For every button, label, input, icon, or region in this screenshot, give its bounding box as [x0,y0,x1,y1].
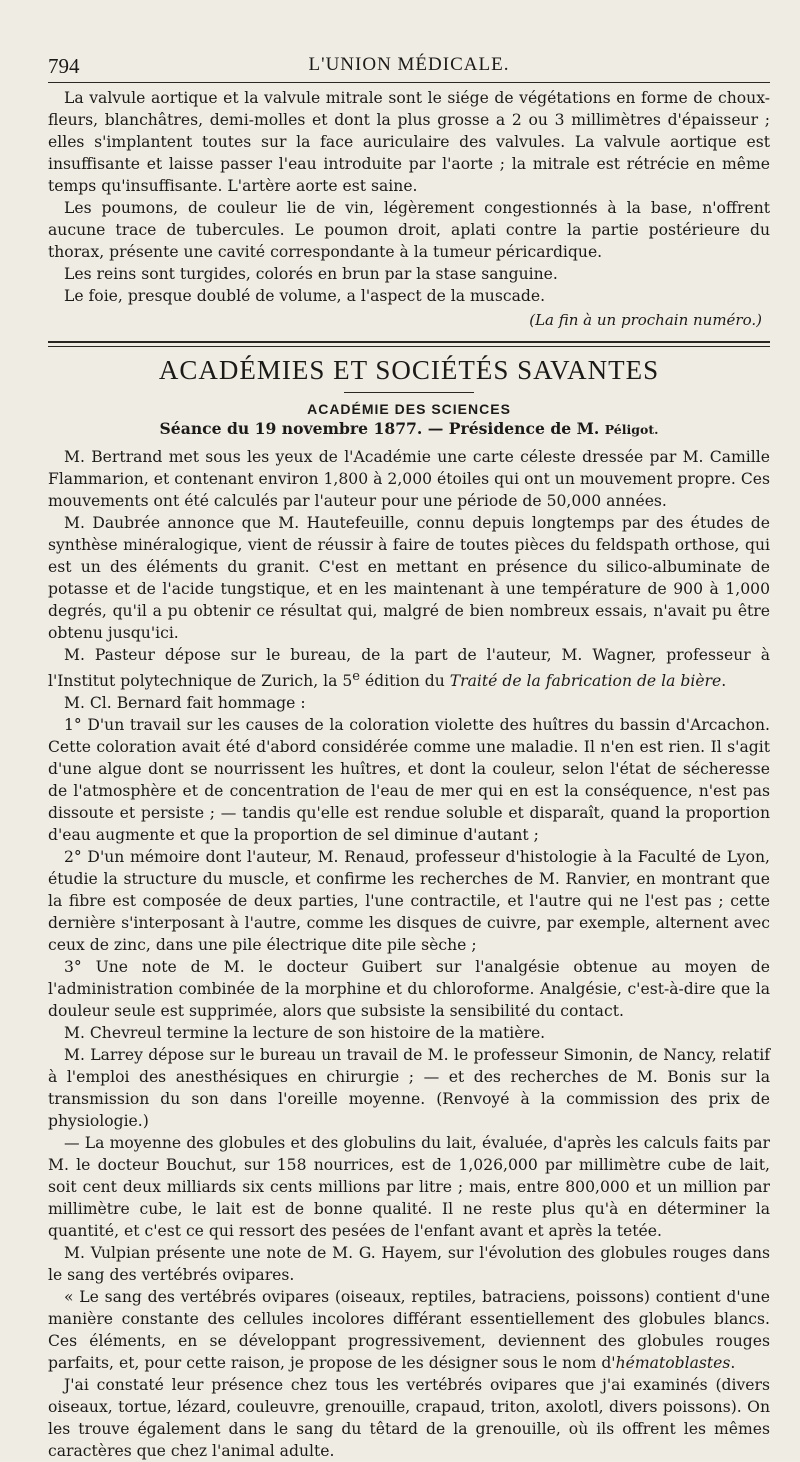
paragraph: — La moyenne des globules et des globulins du lait, évaluée, d'après les calculs faits par M. le docteur Bouchut, sur 158 nourrices, est de 1,026,000 par millimètre cube de lait, soit cent deux milliards six cents millions par litre ; mais, entre 800,000 et un million par millimètre cube, le lait est de bonne qualité. Il ne reste plus qu'à en déterminer la quantité, et c'est ce qui ressort des pesées de l'enfant avant et après la tetée. [48,1134,770,1241]
paragraph: La valvule aortique et la valvule mitrale sont le siége de végétations en forme de choux-fleurs, blanchâtres, demi-molles et dont la plus grosse a 2 ou 3 millimètres d'épaisseur ; elles s'implantent toutes sur la face auriculaire des valvules. La valvule aortique est insuffisante et laisse passer l'eau introduite par l'aorte ; la mitrale est rétrécie en même temps qu'insuffisante. L'artère aorte est saine. [48,89,770,195]
session-line [48,419,770,438]
paragraph: M. Bertrand met sous les yeux de l'Académie une carte céleste dressée par M. Camille Flammarion, et contenant environ 1,800 à 2,000 étoiles qui ont un mouvement propre. Ces mouvements ont été calculés par l'auteur pour une période de 50,000 années. [48,448,770,510]
intro-continuation [48,87,770,331]
paragraph: Le foie, presque doublé de volume, a l'aspect de la muscade. [64,287,546,305]
session-president: Péligot. [604,422,659,437]
term-italic: hématoblastes [615,1354,731,1373]
paragraph: M. Chevreul termine la lecture de son histoire de la matière. [64,1024,546,1043]
title-underline [344,392,474,393]
paragraph: M. Larrey dépose sur le bureau un travail de M. le professeur Simonin, de Nancy, relatif à l'emploi des anesthésiques en chirurgie ; — et des recherches de M. Bonis sur la transmission du son dans l'oreille moyenne. (Renvoyé à la commission des prix de physiologie.) [48,1046,770,1131]
paragraph: M. Vulpian présente une note de M. G. Hayem, sur l'évolution des globules rouges dans le sang des vertébrés ovipares. [48,1244,770,1285]
paragraph-text: M. Pasteur dépose sur le bureau, de la part de l'auteur, M. Wagner, professeur à l'Institut polytechnique de Zurich, la 5 [48,646,770,691]
paragraph-text: édition du [360,672,450,691]
page-number: 794 [48,54,80,78]
paragraph: Les reins sont turgides, colorés en brun par la stase sanguine. [64,265,558,283]
paragraph: M. Daubrée annonce que M. Hautefeuille, connu depuis longtemps par des études de synthèse minéralogique, vient de réussir à faire de toutes pièces du feldspath orthose, qui est un des éléments du granit. C'est en mettant en présence du silico-albuminate de potasse et de l'acide tungstique, et en les maintenant à une température de 900 à 1,000 degrés, qu'il a pu obtenir ce résultat qui, malgré de bien nombreux essais, n'avait pu être obtenu jusqu'ici. [48,514,770,642]
paragraph: 1° D'un travail sur les causes de la coloration violette des huîtres du bassin d'Arcachon. Cette coloration avait été d'abord considérée comme une maladie. Il n'en est rien. Il s'agit d'une algue dont se nourrissent les huîtres, et dont la couleur, selon l'état de sécheresse de l'atmosphère et de concentration de l'eau de mer qui en est la conséquence, n'est pas dissoute et persiste ; — tandis qu'elle est rendue soluble et disparaît, quand la proportion d'eau augmente et que la proportion de sel diminue d'autant ; [48,716,770,845]
header-rule [48,82,770,83]
journal-title: L'UNION MÉDICALE. [308,54,510,75]
paragraph [48,1286,770,1374]
paragraph [48,644,770,692]
to-be-continued-note: (La fin à un prochain numéro.) [529,311,762,329]
running-head [48,48,770,82]
paragraph: Les poumons, de couleur lie de vin, légèrement congestionnés à la base, n'offrent aucune trace de tubercules. Le poumon droit, aplati contre la partie postérieure du thorax, présente une cavité correspondante à la tumeur péricardique. [48,199,770,261]
session-text: Séance du 19 novembre 1877. — Présidence de M. [159,419,600,438]
paragraph: 3° Une note de M. le docteur Guibert sur l'analgésie obtenue au moyen de l'administration combinée de la morphine et du chloroforme. Analgésie, c'est-à-dire que la douleur seule est supprimée, alors que subsiste la sensibilité du contact. [48,958,770,1021]
paragraph: 2° D'un mémoire dont l'auteur, M. Renaud, professeur d'histologie à la Faculté de Lyon, étudie la structure du muscle, et confirme les recherches de M. Ranvier, en montrant que la fibre est composée de deux parties, l'une contractile, et l'autre qui ne l'est pas ; cette dernière s'interposant à l'autre, comme les disques de cuivre, par exemple, alternent avec ceux de zinc, dans une pile électrique dite pile sèche ; [48,848,770,955]
book-title: Traité de la fabrication de la bière [449,672,722,691]
paragraph-text: . [721,672,727,691]
section-title: ACADÉMIES ET SOCIÉTÉS SAVANTES [158,355,660,385]
article-body [48,446,770,1462]
paragraph: M. Cl. Bernard fait hommage : [64,694,306,713]
paragraph-text: « Le sang des vertébrés ovipares (oiseaux, reptiles, batraciens, poissons) contient d'une manière constante des cellules incolores différant essentiellement des globules blancs. Ces éléments, en se développant progressivement, deviennent des globules rouges parfaits, et, pour cette raison, je propose de les désigner sous le nom d' [48,1288,770,1373]
section-subtitle: ACADÉMIE DES SCIENCES [307,401,511,417]
paragraph-text: . [730,1354,736,1373]
edition-superscript: e [352,669,360,684]
section-divider [48,341,770,347]
paragraph: J'ai constaté leur présence chez tous les vertébrés ovipares que j'ai examinés (divers oiseaux, tortue, lézard, couleuvre, grenouille, crapaud, triton, axolotl, divers poissons). On les trouve également dans le sang du têtard de la grenouille, où ils offrent les mêmes caractères que chez l'animal adulte. [48,1376,770,1461]
